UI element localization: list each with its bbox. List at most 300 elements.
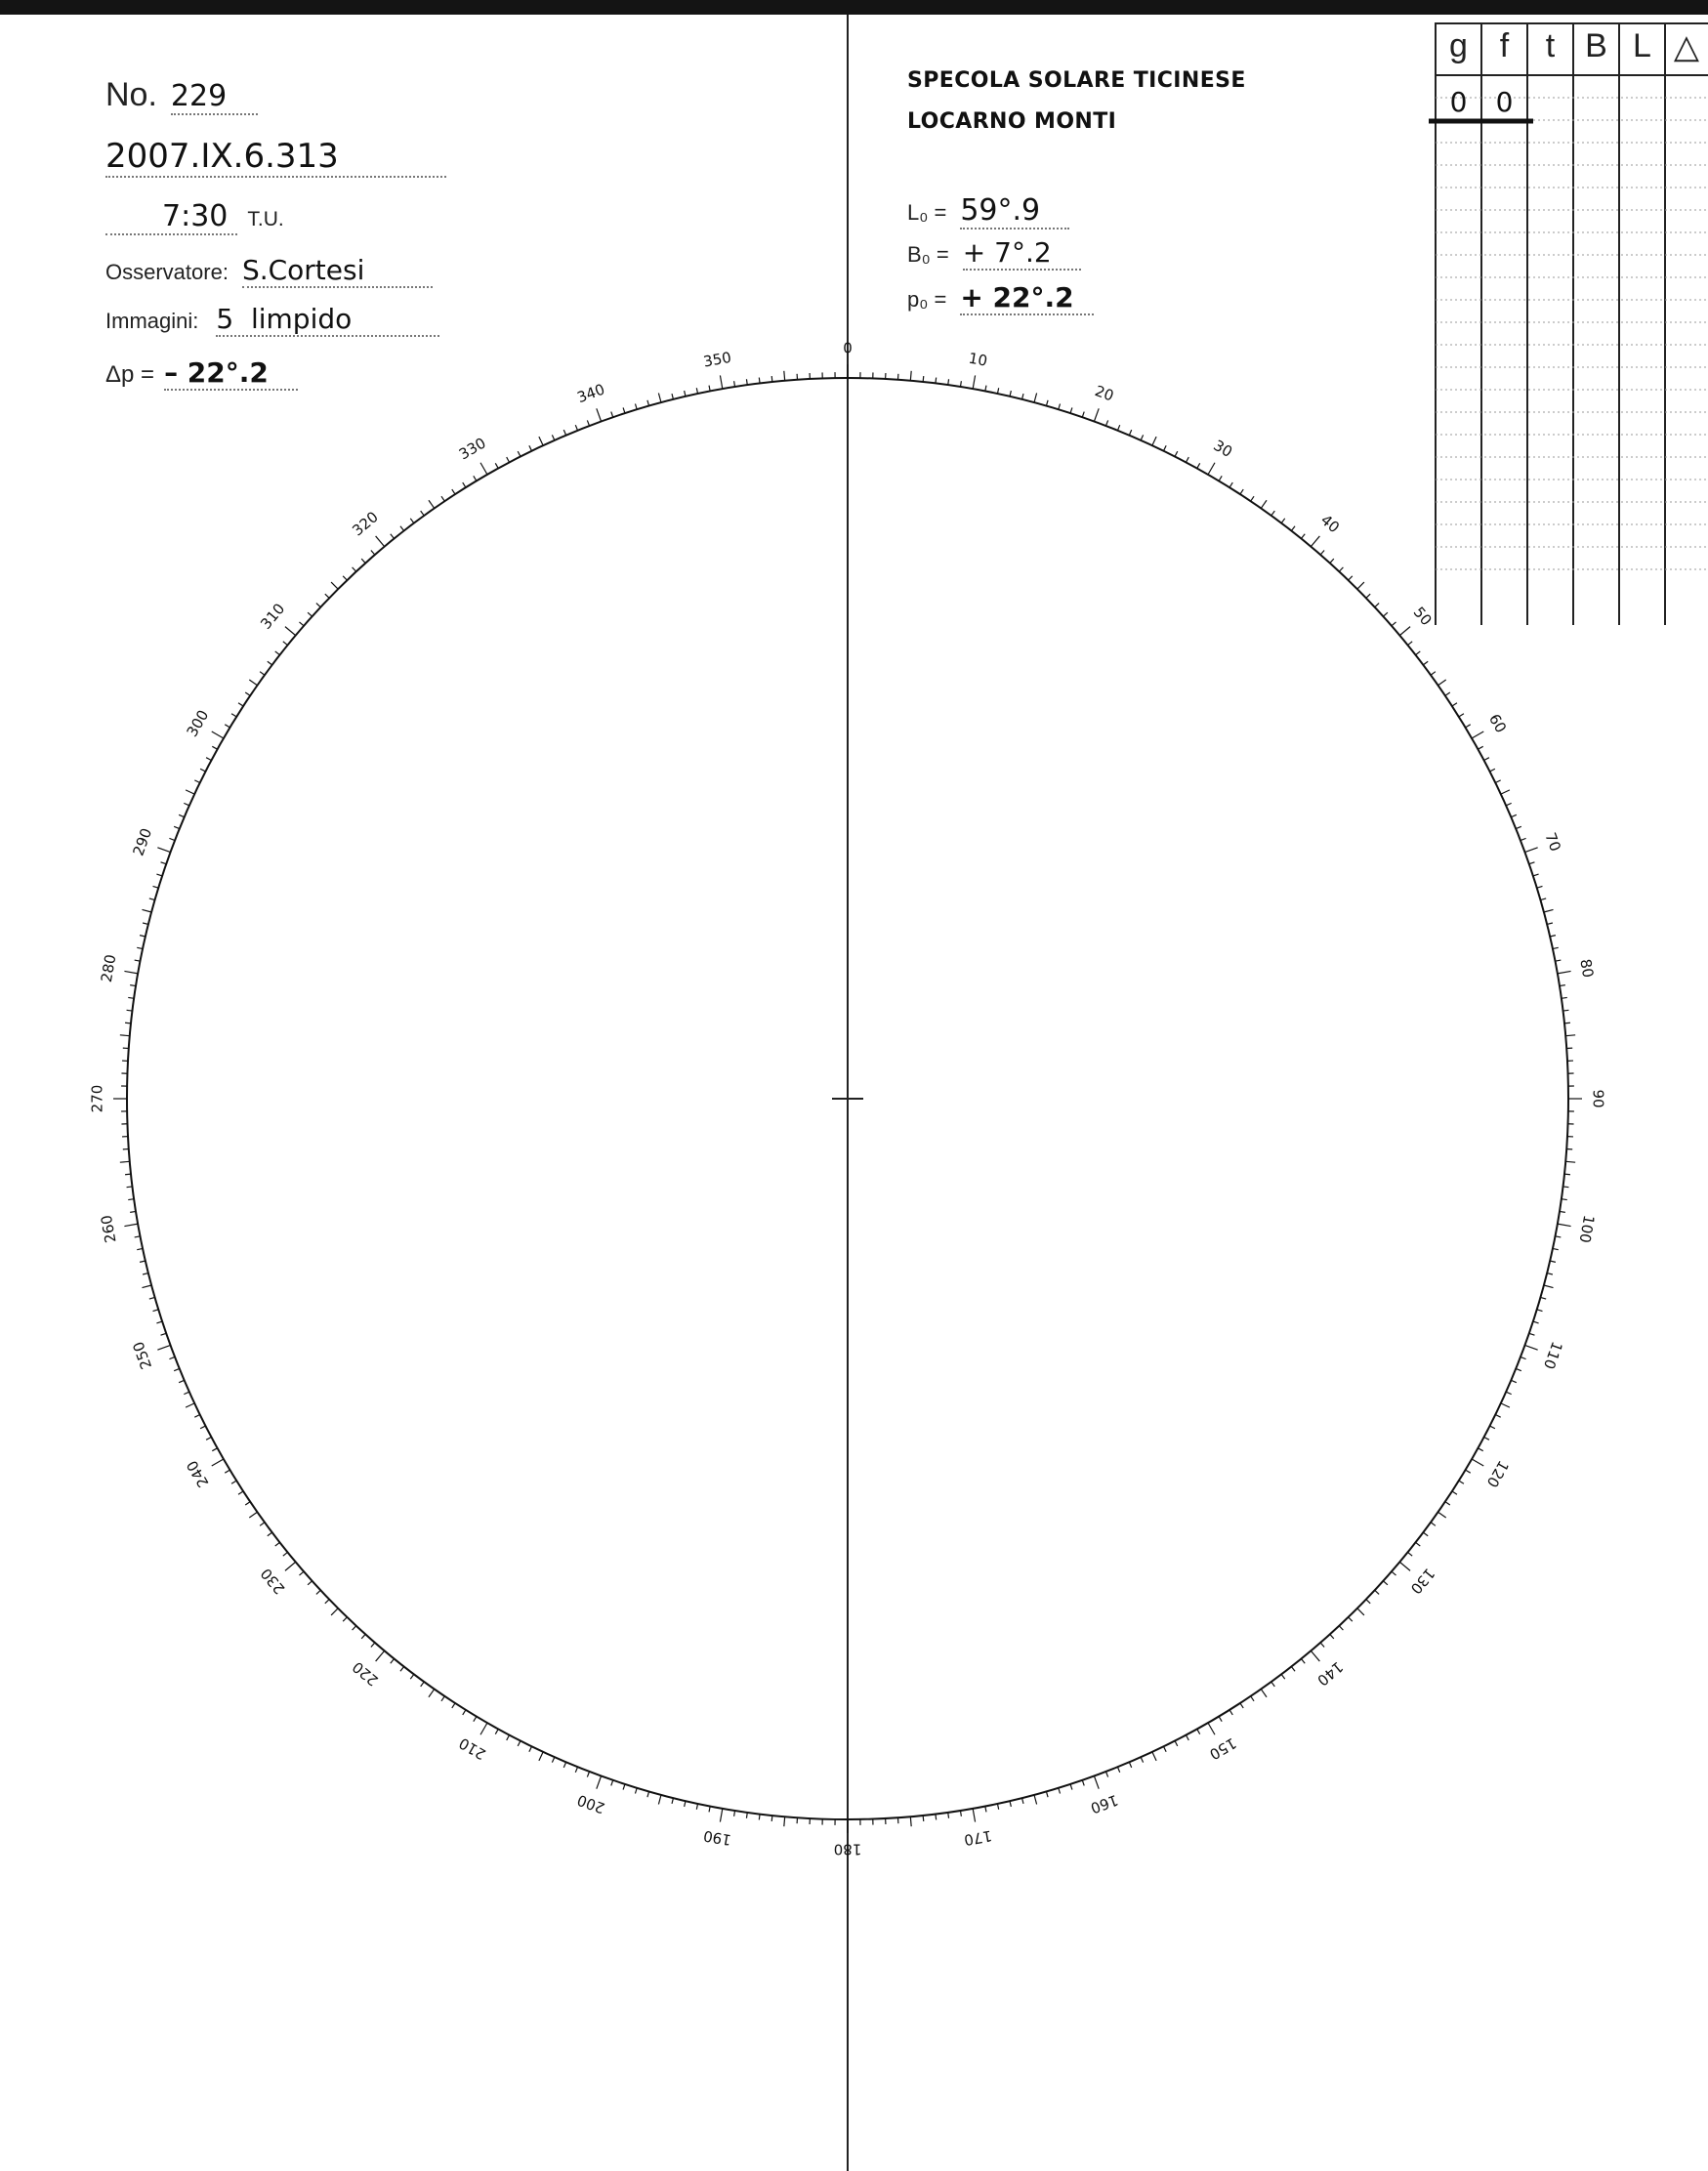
dial-tick [421, 511, 425, 516]
dial-tick [391, 1659, 395, 1664]
dial-label-80: 80 [1576, 957, 1598, 980]
dial-tick [552, 1757, 554, 1762]
dial-tick [156, 874, 162, 876]
dial-tick [1416, 651, 1421, 655]
p0-label: p₀ = [907, 287, 947, 312]
dial-tick [597, 408, 602, 421]
dial-tick [518, 1741, 521, 1746]
dial-tick [1301, 1659, 1305, 1664]
dial-tick [563, 1762, 565, 1768]
dial-tick [463, 1710, 466, 1715]
dial-tick [1553, 947, 1559, 948]
l0-field [907, 193, 1069, 230]
dial-tick [361, 559, 365, 563]
dial-tick [1219, 476, 1222, 480]
dial-tick [429, 1690, 435, 1697]
dial-tick [452, 1703, 455, 1708]
dial-tick [1046, 400, 1048, 406]
dial-label-310: 310 [257, 600, 289, 633]
dial-tick [1544, 1285, 1554, 1288]
dial-label-30: 30 [1210, 436, 1236, 462]
dial-tick [1375, 604, 1379, 607]
dial-tick [973, 1809, 975, 1822]
dial-tick [206, 1437, 211, 1440]
dial-tick [283, 1552, 288, 1556]
dial-tick [1495, 1415, 1500, 1418]
dial-tick [552, 435, 554, 439]
dial-tick [1022, 394, 1023, 399]
dial-tick [275, 651, 280, 655]
dial-label-260: 260 [97, 1213, 120, 1245]
dial-tick [923, 376, 924, 382]
dial-tick [140, 936, 146, 937]
dial-tick [1540, 1297, 1546, 1299]
dial-label-140: 140 [1313, 1657, 1347, 1690]
dial-tick [194, 780, 199, 783]
dial-tick [1251, 1696, 1254, 1701]
images-label: Immagini: [105, 309, 199, 333]
dial-tick [161, 862, 167, 864]
dial-tick [212, 746, 217, 749]
dial-tick [1261, 1690, 1267, 1697]
dial-tick [1357, 582, 1364, 589]
observer-value: S.Cortesi [242, 254, 433, 288]
dial-tick [331, 582, 338, 589]
dial-tick [1311, 1650, 1319, 1661]
dial-tick [1022, 1798, 1023, 1804]
dial-tick [1339, 1626, 1343, 1630]
dial-label-190: 190 [701, 1826, 733, 1850]
dial-tick [1271, 1682, 1275, 1687]
dial-tick [936, 1814, 937, 1819]
dial-tick [658, 393, 661, 402]
dial-tick [1562, 1010, 1568, 1011]
dial-tick [784, 371, 785, 381]
dial-tick [1186, 457, 1188, 462]
dial-tick [720, 1809, 722, 1822]
dial-tick [587, 420, 589, 426]
dial-tick [960, 1811, 961, 1816]
dial-tick [672, 394, 673, 399]
dial-tick [1010, 1801, 1011, 1807]
dial-tick [283, 642, 288, 646]
dial-label-100: 100 [1575, 1213, 1599, 1245]
dial-tick [696, 388, 697, 394]
dial-tick [1070, 407, 1072, 413]
dial-tick [161, 1333, 167, 1335]
dial-tick [1544, 909, 1554, 912]
dial-tick [507, 1735, 510, 1740]
dial-tick [125, 1174, 131, 1175]
dial-tick [575, 1767, 577, 1773]
dial-tick [1452, 703, 1457, 706]
dial-label-90: 90 [1589, 1089, 1607, 1108]
dial-label-300: 300 [183, 706, 213, 740]
dial-tick [1506, 803, 1511, 805]
dial-tick [1383, 1581, 1387, 1585]
dial-tick [1330, 559, 1334, 563]
dial-tick [1495, 780, 1500, 783]
dial-tick [1175, 451, 1178, 456]
dial-tick [212, 1448, 217, 1451]
dial-tick [343, 1617, 347, 1621]
dial-tick [734, 1811, 735, 1816]
dial-tick [1383, 612, 1387, 616]
dial-tick [611, 412, 613, 418]
dial-label-150: 150 [1206, 1733, 1240, 1764]
dial-tick [1229, 482, 1232, 487]
dial-label-250: 250 [129, 1339, 156, 1372]
dial-tick [299, 622, 304, 626]
dial-tick [1105, 420, 1107, 426]
dial-tick [285, 627, 296, 636]
dial-tick [1466, 725, 1471, 728]
dial-tick [260, 672, 265, 676]
dial-tick [1366, 594, 1370, 598]
dial-label-170: 170 [962, 1826, 994, 1850]
dial-tick [169, 1357, 175, 1358]
dial-label-20: 20 [1092, 382, 1116, 405]
dial-tick [1506, 1392, 1511, 1394]
dial-tick [1070, 1784, 1072, 1790]
dial-tick [1129, 1762, 1131, 1768]
dial-tick [212, 1459, 224, 1466]
dial-tick [128, 1199, 134, 1200]
dial-tick [474, 1717, 477, 1722]
dial-tick [1431, 1523, 1436, 1526]
dial-tick [1399, 1562, 1410, 1570]
dial-tick [421, 1682, 425, 1687]
dial-tick [1164, 445, 1167, 450]
dial-tick [1208, 463, 1215, 475]
dial-tick [371, 1643, 375, 1648]
dial-tick [495, 1729, 498, 1733]
dial-tick [1521, 838, 1526, 840]
dial-tick [635, 404, 637, 410]
dial-tick [1271, 511, 1275, 516]
dial-tick [275, 1542, 280, 1546]
dial-label-280: 280 [97, 952, 120, 984]
dial-tick [1558, 1224, 1571, 1226]
dial-tick [130, 985, 136, 986]
dial-tick [400, 1667, 404, 1672]
dial-tick [587, 1772, 589, 1777]
dial-tick [1416, 1542, 1421, 1546]
dial-tick [1484, 758, 1489, 761]
dial-tick [130, 1211, 136, 1212]
dial-tick [1533, 874, 1539, 876]
dial-tick [184, 1392, 188, 1394]
dial-tick [1094, 408, 1099, 421]
dial-tick [1034, 1795, 1037, 1805]
dial-tick [480, 463, 487, 475]
dial-tick [1472, 731, 1483, 738]
dial-tick [268, 661, 272, 665]
time-field [105, 199, 284, 235]
dial-label-160: 160 [1088, 1790, 1121, 1817]
dial-label-10: 10 [967, 349, 989, 370]
dial-tick [308, 612, 312, 616]
dial-tick [157, 1345, 170, 1350]
dial-tick [1281, 1674, 1285, 1679]
dial-tick [120, 1035, 130, 1036]
dial-tick [1408, 1552, 1413, 1556]
table-header-g: g [1449, 27, 1468, 64]
dial-tick [1094, 1775, 1099, 1788]
dial-tick [1164, 1746, 1167, 1751]
dial-tick [759, 1814, 760, 1819]
dial-tick [1311, 536, 1319, 547]
number-field [105, 76, 258, 115]
dial-tick [474, 476, 477, 480]
dial-tick [1529, 1333, 1535, 1335]
dial-tick [1547, 1273, 1553, 1274]
dial-tick [1141, 435, 1143, 439]
dial-tick [1537, 886, 1543, 888]
dial-tick [245, 692, 250, 695]
dial-tick [1529, 862, 1535, 864]
dial-tick [452, 489, 455, 494]
date-field [105, 137, 446, 178]
table-header-f: f [1499, 27, 1510, 64]
dial-tick [997, 388, 998, 394]
dial-tick [1330, 1634, 1334, 1638]
dial-tick [343, 576, 347, 580]
p0-value: + 22°.2 [960, 281, 1093, 315]
number-value: 229 [171, 79, 258, 115]
p0-field [907, 281, 1094, 315]
dial-tick [1208, 1723, 1215, 1734]
dial-tick [1152, 437, 1156, 445]
dial-label-340: 340 [574, 380, 607, 407]
dial-tick [1059, 404, 1061, 410]
dial-tick [1438, 1512, 1446, 1518]
dial-tick [1431, 672, 1436, 676]
dial-tick [149, 1297, 155, 1299]
dial-label-240: 240 [183, 1457, 213, 1491]
dial-tick [231, 714, 236, 717]
dial-tick [225, 725, 229, 728]
dial-tick [1349, 1617, 1353, 1621]
dial-tick [1301, 534, 1305, 539]
dial-tick [1082, 412, 1084, 418]
dial-tick [1550, 936, 1556, 937]
dial-tick [174, 1368, 180, 1370]
dial-tick [238, 703, 243, 706]
dial-tick [1524, 1345, 1537, 1350]
table-cell-f: 0 [1495, 86, 1514, 118]
dial-label-120: 120 [1482, 1457, 1513, 1491]
dial-tick [985, 386, 986, 392]
dial-tick [1459, 1481, 1464, 1483]
observer-label: Osservatore: [105, 260, 229, 284]
dial-tick [1152, 1752, 1156, 1761]
b0-value: + 7°.2 [963, 236, 1081, 271]
dial-tick [1511, 1380, 1517, 1382]
dial-tick [997, 1804, 998, 1810]
dial-tick [245, 1502, 250, 1505]
dial-tick [128, 997, 134, 998]
dial-tick [316, 604, 320, 607]
dial-tick [156, 1321, 162, 1323]
dial-tick [784, 1816, 785, 1826]
dial-tick [1392, 622, 1396, 626]
dial-tick [1034, 393, 1037, 402]
dial-tick [225, 1470, 229, 1473]
dial-tick [1357, 1608, 1364, 1615]
dial-tick [1117, 425, 1119, 431]
dial-tick [1423, 1532, 1428, 1536]
dial-label-70: 70 [1541, 830, 1564, 855]
dial-tick [923, 1816, 924, 1821]
l0-value: 59°.9 [960, 193, 1069, 230]
dial-tick [142, 1285, 151, 1288]
dial-tick [124, 971, 138, 973]
dial-tick [1399, 627, 1410, 636]
dial-tick [140, 1261, 146, 1262]
dial-tick [1558, 971, 1571, 973]
dial-tick [143, 923, 148, 924]
dial-tick [985, 1806, 986, 1812]
dial-tick [759, 378, 760, 384]
dial-tick [391, 534, 395, 539]
dial-tick [734, 381, 735, 387]
dial-tick [623, 1784, 625, 1790]
dial-tick [518, 451, 521, 456]
dial-tick [194, 1415, 199, 1418]
dial-tick [1046, 1791, 1048, 1797]
dial-tick [575, 425, 577, 431]
observatory-location: LOCARNO MONTI [907, 109, 1117, 134]
dial-tick [153, 1310, 159, 1312]
dial-label-200: 200 [574, 1790, 607, 1817]
dial-tick [120, 1161, 130, 1162]
dial-tick [143, 1273, 148, 1274]
dial-tick [1511, 814, 1517, 816]
dial-tick [1562, 1199, 1567, 1200]
dial-tick [1516, 826, 1521, 828]
dial-tick [1555, 960, 1561, 961]
dial-tick [410, 519, 414, 523]
dial-tick [268, 1532, 272, 1536]
dial-tick [238, 1491, 243, 1494]
dial-tick [709, 1806, 710, 1812]
dial-tick [463, 482, 466, 487]
table-header-b: B [1585, 27, 1607, 64]
dial-tick [771, 1816, 772, 1821]
dial-tick [206, 758, 211, 761]
dial-tick [1562, 1187, 1568, 1188]
dial-tick [1261, 500, 1267, 508]
dial-tick [371, 550, 375, 555]
dial-tick [635, 1788, 637, 1794]
table-header-delta: △ [1673, 28, 1700, 65]
dial-tick [400, 526, 404, 531]
dial-tick [1445, 692, 1450, 695]
dial-tick [1516, 1368, 1521, 1370]
dial-tick [157, 848, 170, 853]
dial-tick [563, 430, 565, 436]
time-unit-label: T.U. [247, 208, 284, 230]
dial-tick [1550, 1261, 1556, 1262]
dial-tick [325, 1600, 329, 1604]
dp-label: Δp = [105, 361, 155, 388]
dial-tick [1560, 1211, 1565, 1212]
dial-tick [142, 909, 151, 912]
dial-tick [331, 1608, 338, 1615]
dial-tick [647, 1791, 649, 1797]
dial-tick [1320, 1643, 1324, 1648]
dial-tick [1472, 1459, 1483, 1466]
dial-label-60: 60 [1484, 710, 1511, 736]
dial-label-270: 270 [88, 1084, 106, 1113]
dial-tick [1320, 550, 1324, 555]
dial-tick [1281, 519, 1285, 523]
dial-tick [696, 1804, 697, 1810]
dial-tick [376, 536, 385, 547]
dp-value: – 22°.2 [164, 356, 298, 391]
dial-tick [429, 500, 435, 508]
b0-field [907, 236, 1081, 271]
dial-tick [1445, 1502, 1450, 1505]
dial-tick [316, 1590, 320, 1594]
dial-label-230: 230 [257, 1565, 289, 1598]
dial-tick [720, 375, 722, 389]
observatory-name: SPECOLA SOLARE TICINESE [907, 68, 1246, 93]
table-header-t: t [1545, 27, 1556, 64]
dial-tick [1501, 1403, 1510, 1407]
dial-tick [1521, 1357, 1526, 1358]
dial-label-320: 320 [349, 508, 382, 540]
dial-tick [1533, 1321, 1539, 1323]
dial-tick [231, 1481, 236, 1483]
dial-tick [137, 947, 143, 948]
dial-tick [200, 769, 205, 772]
dial-tick [1560, 985, 1565, 986]
dial-tick [529, 1746, 532, 1751]
dial-tick [1423, 661, 1428, 665]
dial-tick [186, 790, 194, 794]
dial-tick [529, 445, 532, 450]
dial-tick [507, 457, 510, 462]
dial-tick [1375, 1590, 1379, 1594]
dial-tick [127, 1010, 133, 1011]
dial-tick [1059, 1788, 1061, 1794]
images-value: 5 limpido [216, 303, 439, 337]
dial-label-290: 290 [129, 825, 156, 858]
dial-tick [948, 379, 949, 385]
dial-tick [212, 731, 224, 738]
dial-label-40: 40 [1316, 511, 1344, 537]
dial-tick [1555, 1236, 1561, 1237]
dial-tick [441, 1696, 444, 1701]
dial-tick [1490, 1426, 1495, 1429]
dial-tick [1565, 1161, 1575, 1162]
dial-tick [746, 379, 747, 385]
dial-tick [153, 886, 159, 888]
dial-label-130: 130 [1406, 1565, 1438, 1598]
dial-tick [174, 826, 180, 828]
dial-tick [308, 1581, 312, 1585]
dial-tick [353, 567, 356, 571]
dial-tick [169, 838, 175, 840]
dial-tick [137, 1248, 143, 1249]
dial-tick [647, 400, 649, 406]
dial-tick [1117, 1767, 1119, 1773]
table-cell-g: 0 [1449, 86, 1468, 118]
dial-tick [135, 1236, 141, 1237]
dial-tick [1408, 642, 1413, 646]
